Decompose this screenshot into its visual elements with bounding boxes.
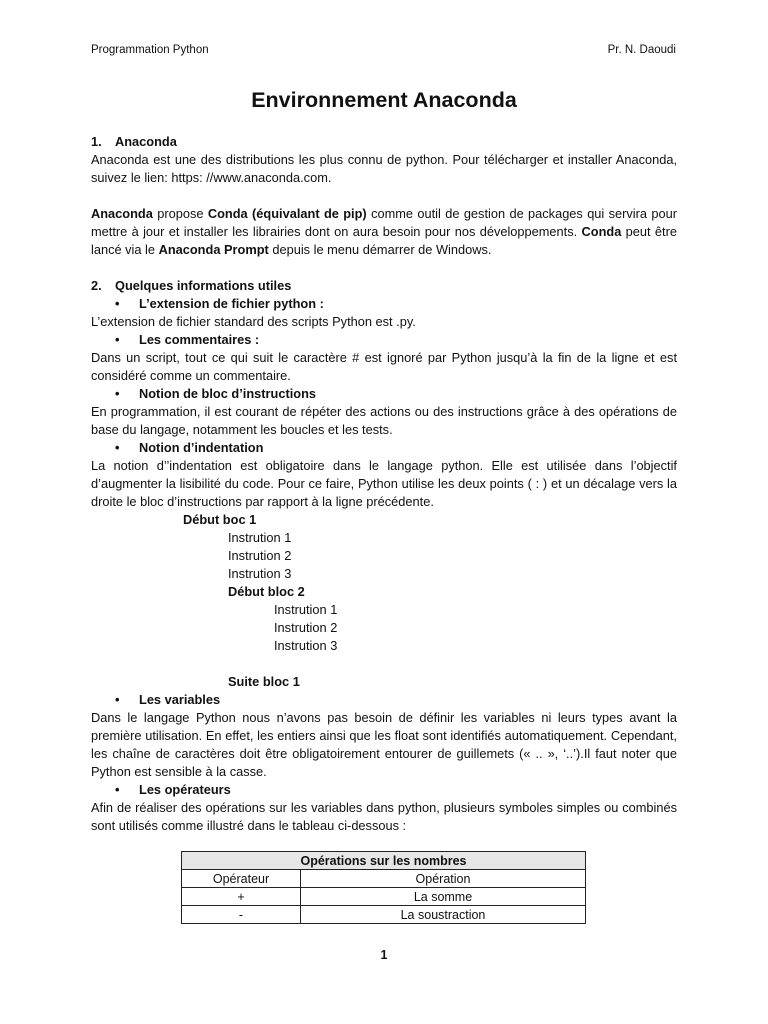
paragraph-comments: Dans un script, tout ce qui suit le caractère # est ignoré par Python jusqu’à la fin de la ligne et est considéré comme un commentaire. (91, 350, 677, 383)
bullet-icon: • (115, 332, 120, 347)
bullet-icon: • (115, 440, 120, 455)
bullet-icon: • (115, 296, 120, 311)
table-row (182, 888, 586, 906)
paragraph-conda: Anaconda propose Conda (équivalant de pip) comme outil de gestion de packages qui servira pour mettre à jour et installer les librairies dont on aura besoin pour nos développements. Conda peut être lancé via le Anaconda Prompt depuis le menu démarrer de Windows. (91, 206, 678, 257)
table-cell: La soustraction (301, 906, 586, 924)
table-caption: Opérations sur les nombres (182, 852, 586, 870)
bullet-icon: • (115, 386, 120, 401)
bullet-icon: • (115, 782, 120, 797)
table-cell: - (182, 906, 301, 924)
paragraph-block: En programmation, il est courant de répéter des actions ou des instructions grâce à des opérations de base du langage, notamment les boucles et les tests. (91, 404, 677, 437)
code-line: Début bloc 2 (228, 584, 305, 599)
header-author: Pr. N. Daoudi (607, 44, 676, 56)
code-line: Instrution 3 (274, 638, 338, 653)
paragraph-extension: L’extension de fichier standard des scripts Python est .py. (91, 314, 416, 329)
paragraph-operators: Afin de réaliser des opérations sur les variables dans python, plusieurs symboles simples ou combinés sont utilisés comme illustré dans le tableau ci-dessous : (91, 800, 677, 833)
bullet-indentation: • Notion d’indentation (115, 440, 264, 455)
page-number: 1 (380, 948, 388, 962)
code-line: Instrution 1 (228, 530, 292, 545)
indentation-example (91, 511, 677, 691)
table-row (182, 906, 586, 924)
bullet-block: • Notion de bloc d’instructions (115, 386, 317, 401)
table-header-cell: Opération (301, 870, 586, 888)
code-line: Instrution 3 (228, 566, 292, 581)
code-line: Début boc 1 (183, 512, 257, 527)
section-1-heading: 1. Anaconda (91, 134, 177, 149)
code-line: Suite bloc 1 (228, 674, 300, 689)
code-line: Instrution 2 (274, 620, 338, 635)
section-2-heading: 2. Quelques informations utiles (91, 278, 292, 293)
header-course: Programmation Python (91, 44, 209, 56)
table-cell: La somme (301, 888, 586, 906)
paragraph-indentation: La notion d’’indentation est obligatoire dans le langage python. Elle est utilisée dans l’objectif d’augmenter la lisibilité du code. Pour ce faire, Python utilise les deux points ( : ) et un décalage vers la droite le bloc d’instructions par rapport à la ligne précédente. (91, 458, 677, 509)
bullet-variables: • Les variables (115, 692, 221, 707)
bullet-extension: • L’extension de fichier python : (115, 296, 324, 311)
main-content (91, 133, 677, 835)
paragraph-anaconda-intro: Anaconda est une des distributions les plus connu de python. Pour télécharger et installer Anaconda, suivez le lien: https: //www.anaconda.com. (91, 152, 677, 185)
code-line: Instrution 2 (228, 548, 292, 563)
page-title: Environnement Anaconda (251, 88, 517, 112)
code-line: Instrution 1 (274, 602, 338, 617)
bullet-icon: • (115, 692, 120, 707)
table-cell: + (182, 888, 301, 906)
paragraph-variables: Dans le langage Python nous n’avons pas besoin de définir les variables ni leurs types avant la première utilisation. En effet, les entiers ainsi que les float sont identifiés automatiquement. Cependant, les chaîne de caractères doit être obligatoirement entourer de guillemets (« .. », ‘..’).Il faut noter que Python est sensible à la casse. (91, 710, 677, 779)
operators-table (181, 851, 586, 924)
table-header-cell: Opérateur (182, 870, 301, 888)
table-header-row (182, 870, 586, 888)
bullet-comments: • Les commentaires : (115, 332, 260, 347)
bullet-operators: • Les opérateurs (115, 782, 231, 797)
